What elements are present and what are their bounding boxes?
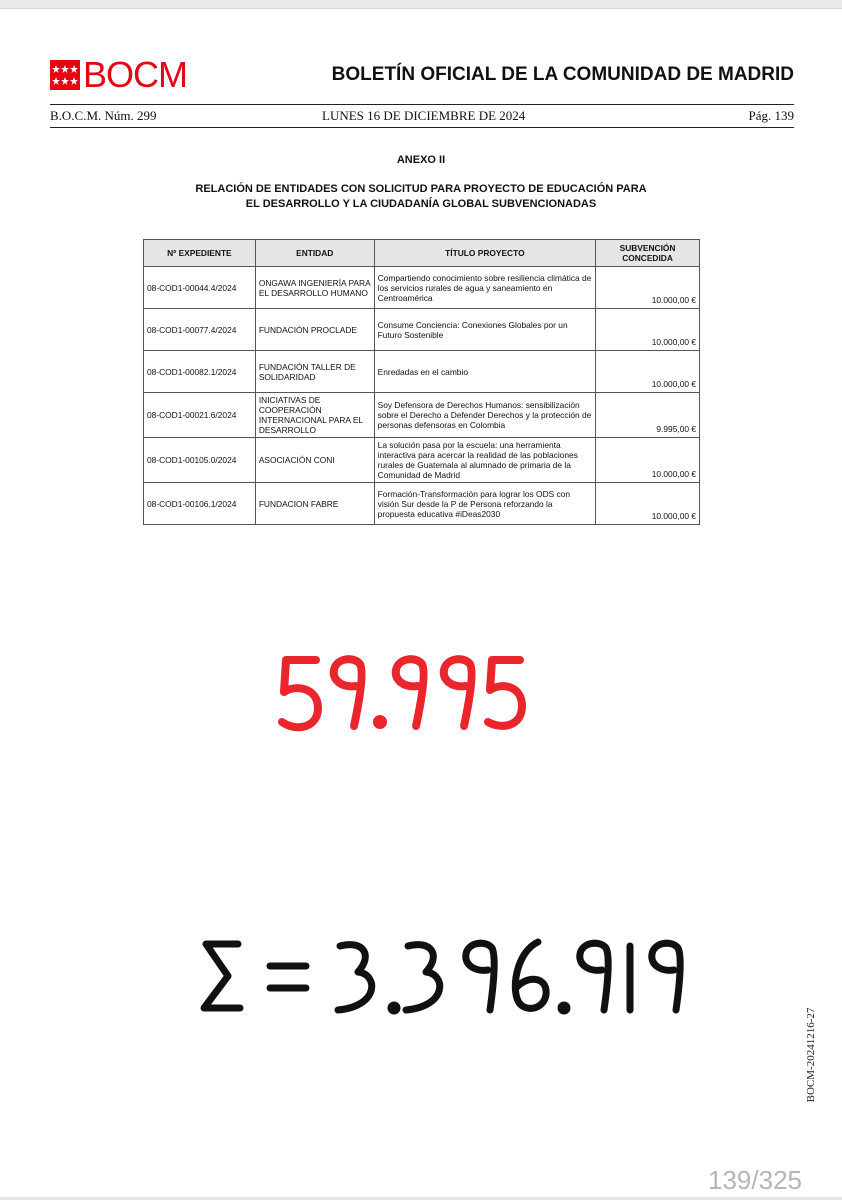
entidad-cell: ONGAWA INGENIERÍA PARA EL DESARROLLO HUMANO xyxy=(255,267,374,309)
title-line-2: EL DESARROLLO Y LA CIUDADANÍA GLOBAL SUBVENCIONADAS xyxy=(245,198,597,210)
anexo-heading: ANEXO II xyxy=(396,154,446,166)
col-header-expediente: Nº EXPEDIENTE xyxy=(144,240,256,267)
entidad-cell: FUNDACION FABRE xyxy=(255,483,374,525)
logo-text: BOCM xyxy=(83,54,187,95)
titulo-cell: Enredadas en el cambio xyxy=(374,351,595,393)
handwritten-subtotal xyxy=(276,648,526,738)
titulo-cell: Compartiendo conocimiento sobre resiliencia climática de los servicios rurales de agua y saneamiento en Centroamérica xyxy=(374,267,595,309)
issue-meta xyxy=(50,108,794,124)
titulo-cell: Formación-Transformación para lograr los ODS con visión Sur desde la P de Persona reforzando la propuesta educativa #iDeas2030 xyxy=(374,483,595,525)
bocm-header xyxy=(50,54,794,98)
importe-cell: 10.000,00 € xyxy=(596,351,700,393)
top-strip xyxy=(0,0,842,9)
page-counter: 139/325 xyxy=(708,1165,802,1195)
table-row xyxy=(144,483,700,525)
expediente-cell: 08-COD1-00044.4/2024 xyxy=(144,267,256,309)
expediente-cell: 08-COD1-00106.1/2024 xyxy=(144,483,256,525)
col-header-subvencion: SUBVENCIÓN CONCEDIDA xyxy=(596,240,700,267)
bocm-logo xyxy=(50,54,187,95)
col-header-entidad: ENTIDAD xyxy=(255,240,374,267)
entidad-cell: ASOCIACIÓN CONI xyxy=(255,438,374,483)
issue-date: LUNES 16 DE DICIEMBRE DE 2024 xyxy=(322,108,526,123)
document-title xyxy=(120,182,722,212)
page-number: Pág. 139 xyxy=(748,108,794,123)
side-code xyxy=(803,990,819,1120)
titulo-cell: Consume Conciencia: Conexiones Globales por un Futuro Sostenible xyxy=(374,309,595,351)
table-row xyxy=(144,267,700,309)
table-row xyxy=(144,309,700,351)
side-code-text: BOCM-20241216-27 xyxy=(805,1007,817,1103)
table-row xyxy=(144,438,700,483)
table-row xyxy=(144,393,700,438)
madrid-stars-icon xyxy=(50,60,80,90)
table-row xyxy=(144,351,700,393)
titulo-cell: Soy Defensora de Derechos Humanos: sensibilización sobre el Derecho a Defender Derechos y la protección de personas defensoras en Colombia xyxy=(374,393,595,438)
title-line-1: RELACIÓN DE ENTIDADES CON SOLICITUD PARA PROYECTO DE EDUCACIÓN PARA xyxy=(195,183,647,195)
expediente-cell: 08-COD1-00105.0/2024 xyxy=(144,438,256,483)
entidad-cell: FUNDACIÓN PROCLADE xyxy=(255,309,374,351)
expediente-cell: 08-COD1-00082.1/2024 xyxy=(144,351,256,393)
issue-number: B.O.C.M. Núm. 299 xyxy=(50,108,157,123)
table-header-row xyxy=(144,240,700,267)
meta-rule xyxy=(50,127,794,128)
expediente-cell: 08-COD1-00077.4/2024 xyxy=(144,309,256,351)
boletin-title: BOLETÍN OFICIAL DE LA COMUNIDAD DE MADRID xyxy=(331,64,794,85)
handwritten-total xyxy=(198,932,698,1022)
expediente-cell: 08-COD1-00021.6/2024 xyxy=(144,393,256,438)
importe-cell: 9.995,00 € xyxy=(596,393,700,438)
importe-cell: 10.000,00 € xyxy=(596,309,700,351)
col-header-titulo: TÍTULO PROYECTO xyxy=(374,240,595,267)
grants-table xyxy=(143,239,700,525)
header-rule xyxy=(50,104,794,105)
entidad-cell: FUNDACIÓN TALLER DE SOLIDARIDAD xyxy=(255,351,374,393)
titulo-cell: La solución pasa por la escuela: una herramienta interactiva para acercar la realidad de las poblaciones rurales de Guatemala al alumnado de primaria de la Comunidad de Madrid xyxy=(374,438,595,483)
importe-cell: 10.000,00 € xyxy=(596,483,700,525)
importe-cell: 10.000,00 € xyxy=(596,267,700,309)
entidad-cell: INICIATIVAS DE COOPERACIÓN INTERNACIONAL PARA EL DESARROLLO xyxy=(255,393,374,438)
importe-cell: 10.000,00 € xyxy=(596,438,700,483)
